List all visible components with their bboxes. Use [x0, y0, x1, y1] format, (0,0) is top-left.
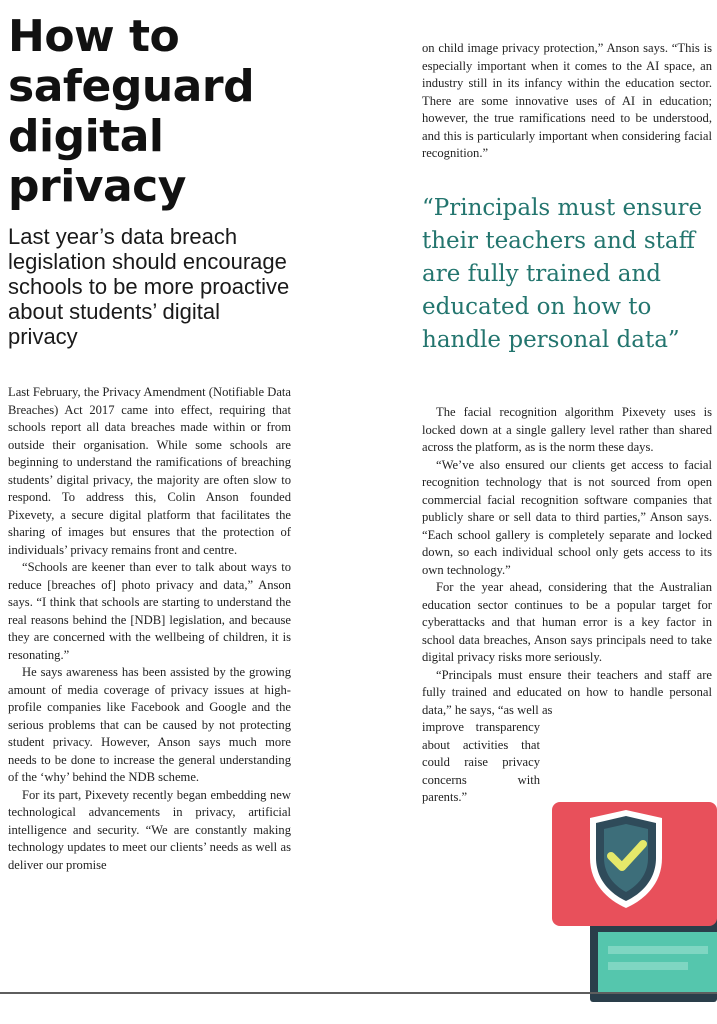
body-column-right	[422, 404, 712, 807]
privacy-illustration	[550, 796, 717, 1002]
body-paragraph: “We’ve also ensured our clients get access to facial recognition technology that is not sourced from open commercial facial recognition software companies that publicly share or sell data to third parties,” Anson says. “Each school gallery is completely separate and locked down, so each individual school only gets access to its own technology.”	[422, 457, 712, 577]
body-paragraph: “Schools are keener than ever to talk about ways to reduce [breaches of] photo privacy and data,” Anson says. “I think that schools are starting to understand the real reasons behind the [NDB] legislation, and because they are concerned with the wellbeing of children, it is resonating.”	[8, 560, 291, 662]
page-bottom-rule	[0, 992, 717, 994]
body-paragraph: For the year ahead, considering that the Australian education sector continues to be a popular target for cyberattacks and that human error is a key factor in school data breaches, Anson says principals need to take digital privacy risks more seriously.	[422, 580, 712, 664]
body-column-right-top	[422, 40, 712, 163]
body-paragraph: Last February, the Privacy Amendment (Notifiable Data Breaches) Act 2017 came into effect, requiring that schools report all data breaches made within or from outside their organisation. While some schools are beginning to understand the ramifications of breaching students’ digital privacy, the majority are often slow to respond. To address this, Colin Anson founded Pixevety, a secure digital platform that facilitates the sharing of images but ensures that the protection of individuals’ privacy remains front and centre.	[8, 385, 291, 557]
body-paragraph: He says awareness has been assisted by the growing amount of media coverage of privacy issues at high-profile companies like Facebook and Google and the serious problems that can be caused by not protecting student privacy. However, Anson says much more needs to be done to increase the general understanding of the ‘why’ behind the NDB scheme.	[8, 665, 291, 784]
body-paragraph: The facial recognition algorithm Pixevety uses is locked down at a single gallery level rather than shared across the platform, as is the norm these days.	[422, 405, 712, 454]
headline-line: safeguard	[8, 61, 255, 112]
pull-quote: “Principals must ensure their teachers and staff are fully trained and educated on how to handle personal data”	[422, 195, 703, 353]
article-standfirst: Last year’s data breach legislation should encourage schools to be more proactive about students’ digital privacy	[8, 224, 290, 349]
article-headline	[8, 12, 308, 212]
headline-line: privacy	[8, 161, 186, 212]
screen-line	[608, 962, 688, 970]
screen-line	[608, 946, 708, 954]
body-column-left	[8, 384, 291, 979]
headline-line: How to	[8, 11, 180, 62]
headline-line: digital	[8, 111, 164, 162]
body-paragraph: For its part, Pixevety recently began embedding new technological advancements in privacy, artificial intelligence and security. “We are constantly making technology updates to meet our clients’ needs as well as deliver our promise	[8, 787, 291, 872]
body-paragraph: improve transparency about activities that could raise privacy concerns with parents.”	[422, 720, 540, 804]
body-paragraph: on child image privacy protection,” Anson says. “This is especially important when it comes to the AI space, an industry still in its infancy within the education sector. There are some innovative uses of AI in education; however, the true ramifications need to be understood, and this is particularly important when considering facial recognition.”	[422, 41, 712, 160]
body-paragraph: “Principals must ensure their teachers and staff are fully trained and educated on how to handle personal data,” he says, “as well as	[422, 667, 712, 717]
